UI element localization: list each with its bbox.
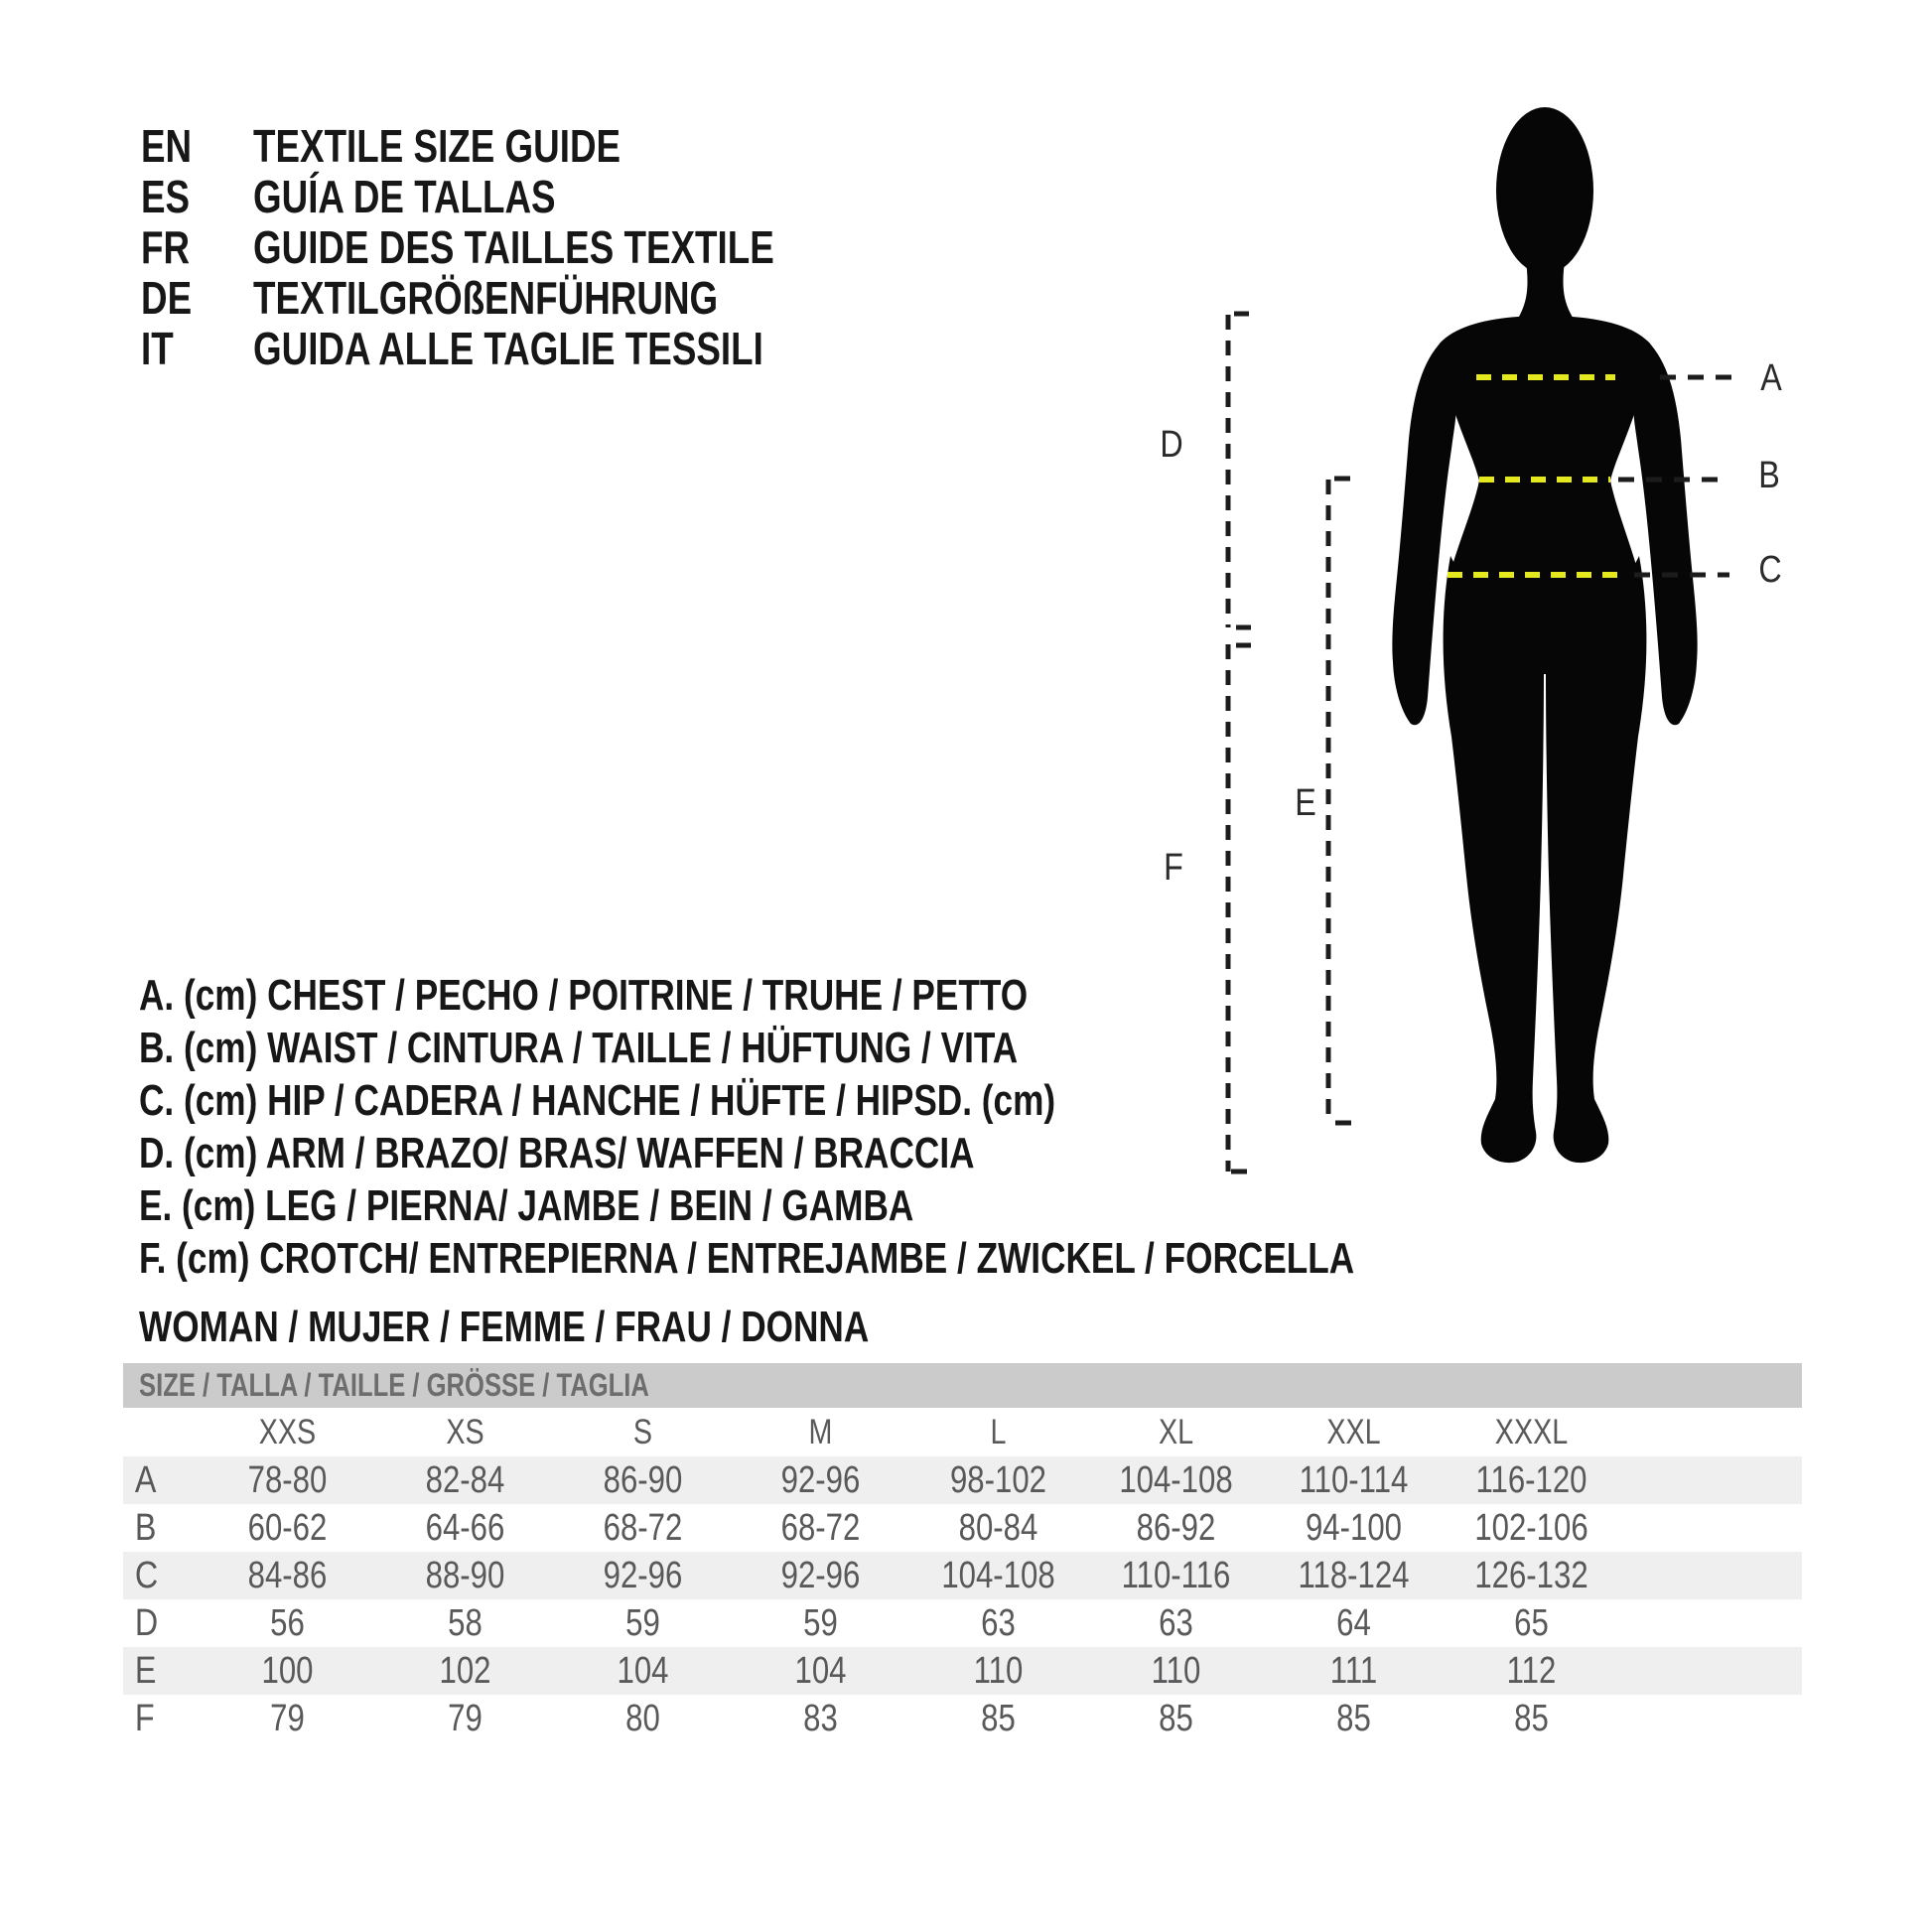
legend-item-leg — [139, 1179, 1658, 1232]
value-cell: 68-72 — [603, 1506, 683, 1549]
value-cell: 79 — [270, 1697, 305, 1739]
title-text: GUÍA DE TALLAS — [253, 171, 556, 222]
row-label: B — [134, 1506, 157, 1549]
legend-text: F. (cm) CROTCH/ ENTREPIERNA / ENTREJAMBE / ZWICKEL / FORCELLA — [139, 1234, 1355, 1283]
legend-item-arm — [139, 1127, 1658, 1179]
table-header-text: SIZE / TALLA / TAILLE / GRÖSSE / TAGLIA — [139, 1367, 649, 1403]
value-cell: 92-96 — [780, 1554, 861, 1596]
legend-text: A. (cm) CHEST / PECHO / POITRINE / TRUHE / PETTO — [139, 971, 1029, 1020]
value-cell: 104-108 — [1119, 1458, 1233, 1501]
row-label: F — [134, 1697, 155, 1739]
measurement-legend — [139, 969, 1658, 1285]
size-col-xs: XS — [446, 1412, 484, 1451]
chest-letter: A — [1760, 357, 1782, 399]
value-cell: 63 — [1159, 1601, 1193, 1644]
value-cell: 82-84 — [425, 1458, 505, 1501]
table-header-bar — [123, 1363, 1802, 1408]
leg-letter: E — [1295, 782, 1316, 824]
legend-item-crotch — [139, 1232, 1658, 1285]
size-col-xxxl: XXXL — [1494, 1412, 1569, 1451]
table-row-arm — [123, 1599, 1802, 1647]
legend-item-waist — [139, 1022, 1658, 1074]
value-cell: 59 — [625, 1601, 660, 1644]
table-row-waist — [123, 1504, 1802, 1552]
value-cell: 100 — [261, 1649, 314, 1692]
title-row-es — [141, 172, 904, 222]
title-row-fr — [141, 222, 904, 273]
value-cell: 64 — [1336, 1601, 1371, 1644]
value-cell: 110-114 — [1299, 1458, 1409, 1501]
legend-text: B. (cm) WAIST / CINTURA / TAILLE / HÜFTUNG / VITA — [139, 1024, 1019, 1072]
value-cell: 102 — [439, 1649, 491, 1692]
value-cell: 79 — [448, 1697, 483, 1739]
table-row-chest — [123, 1456, 1802, 1504]
value-cell: 59 — [803, 1601, 838, 1644]
value-cell: 85 — [1159, 1697, 1193, 1739]
table-row-hip — [123, 1552, 1802, 1599]
size-col-s: S — [632, 1412, 653, 1451]
value-cell: 110 — [1151, 1649, 1201, 1692]
language-code: IT — [141, 323, 174, 374]
size-col-l: L — [990, 1412, 1007, 1451]
value-cell: 86-90 — [603, 1458, 683, 1501]
size-header-row — [123, 1408, 1802, 1456]
value-cell: 104-108 — [941, 1554, 1055, 1596]
value-cell: 78-80 — [247, 1458, 328, 1501]
value-cell: 80 — [625, 1697, 660, 1739]
section-title-text: WOMAN / MUJER / FEMME / FRAU / DONNA — [139, 1303, 870, 1351]
title-row-it — [141, 324, 904, 374]
value-cell: 85 — [981, 1697, 1016, 1739]
language-code: ES — [141, 171, 191, 222]
legend-item-chest — [139, 969, 1658, 1022]
value-cell: 58 — [448, 1601, 483, 1644]
title-row-de — [141, 273, 904, 324]
value-cell: 92-96 — [780, 1458, 861, 1501]
value-cell: 98-102 — [949, 1458, 1047, 1501]
table-row-crotch — [123, 1695, 1802, 1742]
value-cell: 85 — [1336, 1697, 1371, 1739]
title-text: GUIDE DES TAILLES TEXTILE — [253, 221, 774, 273]
value-cell: 111 — [1329, 1649, 1378, 1692]
language-code: FR — [141, 221, 191, 273]
value-cell: 126-132 — [1474, 1554, 1588, 1596]
arm-letter: D — [1160, 424, 1183, 466]
size-col-xxs: XXS — [258, 1412, 317, 1451]
value-cell: 56 — [270, 1601, 305, 1644]
value-cell: 64-66 — [425, 1506, 505, 1549]
value-cell: 102-106 — [1474, 1506, 1588, 1549]
size-col-m: M — [808, 1412, 833, 1451]
language-title-block — [141, 121, 904, 374]
value-cell: 110-116 — [1121, 1554, 1231, 1596]
value-cell: 118-124 — [1298, 1554, 1410, 1596]
size-col-xl: XL — [1158, 1412, 1194, 1451]
value-cell: 80-84 — [958, 1506, 1038, 1549]
crotch-letter: F — [1164, 847, 1183, 889]
value-cell: 116-120 — [1475, 1458, 1587, 1501]
waist-letter: B — [1758, 455, 1780, 496]
value-cell: 68-72 — [780, 1506, 861, 1549]
value-cell: 110 — [973, 1649, 1024, 1692]
value-cell: 85 — [1514, 1697, 1549, 1739]
legend-text: D. (cm) ARM / BRAZO/ BRAS/ WAFFEN / BRACCIA — [139, 1129, 975, 1177]
value-cell: 60-62 — [247, 1506, 328, 1549]
title-text: TEXTILE SIZE GUIDE — [253, 120, 621, 172]
value-cell: 112 — [1506, 1649, 1557, 1692]
value-cell: 94-100 — [1305, 1506, 1403, 1549]
value-cell: 86-92 — [1136, 1506, 1216, 1549]
value-cell: 63 — [981, 1601, 1016, 1644]
legend-item-hip — [139, 1074, 1658, 1127]
size-col-xxl: XXL — [1326, 1412, 1381, 1451]
value-cell: 92-96 — [603, 1554, 683, 1596]
row-label: D — [134, 1601, 159, 1644]
language-code: EN — [141, 120, 193, 172]
row-label: A — [134, 1458, 157, 1501]
row-label: C — [134, 1554, 159, 1596]
value-cell: 65 — [1514, 1601, 1549, 1644]
size-table — [123, 1363, 1802, 1742]
language-code: DE — [141, 272, 193, 324]
row-label: E — [134, 1649, 157, 1692]
value-cell: 88-90 — [425, 1554, 505, 1596]
value-cell: 83 — [803, 1697, 838, 1739]
value-cell: 104 — [617, 1649, 669, 1692]
legend-text: C. (cm) HIP / CADERA / HANCHE / HÜFTE / HIPSD. (cm) — [139, 1076, 1056, 1125]
value-cell: 104 — [794, 1649, 847, 1692]
hip-letter: C — [1758, 549, 1782, 591]
value-cell: 84-86 — [247, 1554, 328, 1596]
title-row-en — [141, 121, 904, 172]
title-text: TEXTILGRÖßENFÜHRUNG — [253, 272, 719, 324]
legend-text: E. (cm) LEG / PIERNA/ JAMBE / BEIN / GAMBA — [139, 1181, 914, 1230]
section-title — [139, 1301, 1051, 1353]
title-text: GUIDA ALLE TAGLIE TESSILI — [253, 323, 763, 374]
table-row-leg — [123, 1647, 1802, 1695]
